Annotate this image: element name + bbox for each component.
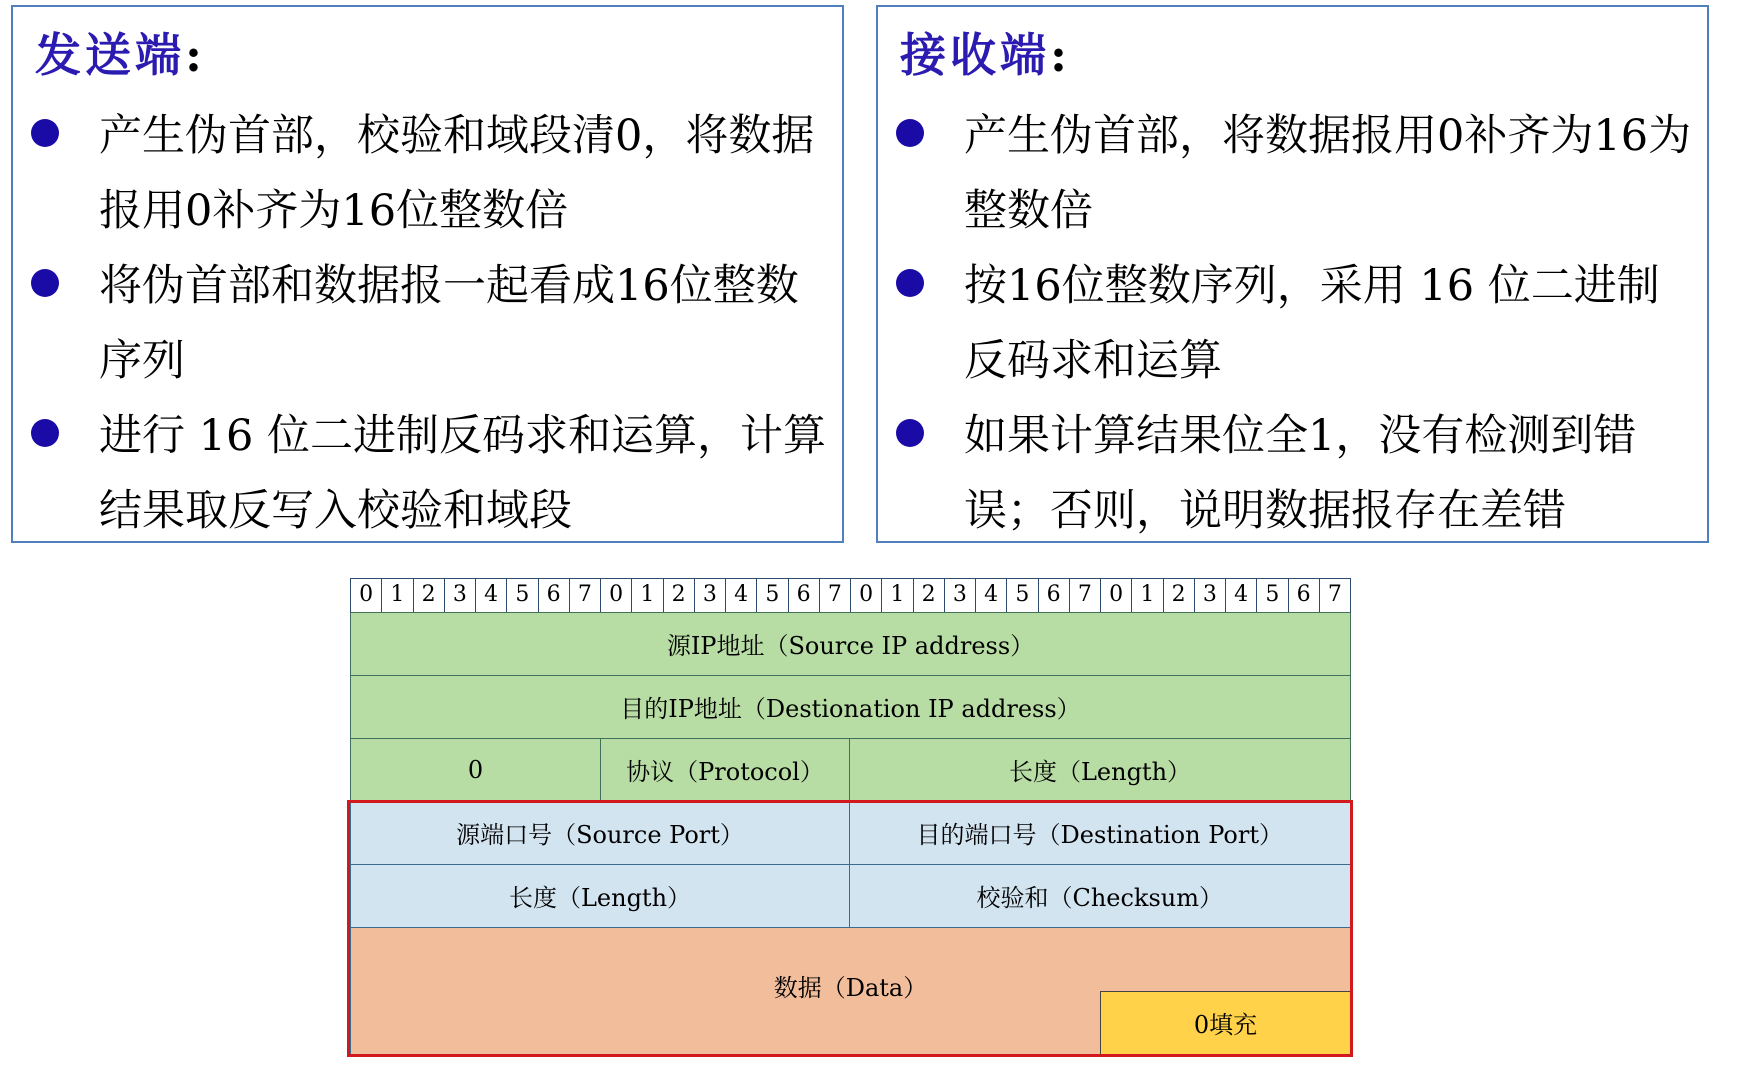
- bullet-icon: [896, 119, 924, 147]
- receiver-title-colon: :: [1050, 28, 1071, 82]
- receiver-bullet-list: [878, 99, 1707, 549]
- sender-bullet-text: 将伪首部和数据报一起看成16位整数序列: [99, 261, 799, 386]
- sender-bullet-text: 产生伪首部，校验和域段清0，将数据报用0补齐为16位整数倍: [99, 111, 815, 236]
- data-row: [350, 927, 1351, 1055]
- receiver-title-text: 接收端: [900, 28, 1050, 82]
- sender-bullet-text: 进行 16 位二进制反码求和运算，计算结果取反写入校验和域段: [99, 411, 827, 536]
- sender-bullet: [13, 99, 842, 249]
- protocol-field: 协议（Protocol）: [600, 738, 851, 803]
- bullet-icon: [31, 419, 59, 447]
- bit-index-cell: 3: [445, 579, 476, 612]
- receiver-bullet: [878, 99, 1707, 249]
- bit-index-cell: 2: [664, 579, 695, 612]
- udp-header-diagram: [350, 578, 1351, 1055]
- bit-index-cell: 5: [1257, 579, 1288, 612]
- pseudo-protocol-row: [350, 739, 1351, 802]
- sender-bullet: [13, 399, 842, 549]
- bit-index-cell: 0: [1101, 579, 1132, 612]
- bit-index-cell: 5: [757, 579, 788, 612]
- bit-index-cell: 2: [414, 579, 445, 612]
- bit-index-cell: 1: [632, 579, 663, 612]
- bit-ruler: [350, 578, 1351, 613]
- bit-index-cell: 5: [1007, 579, 1038, 612]
- bit-index-cell: 7: [820, 579, 851, 612]
- bit-index-cell: 6: [539, 579, 570, 612]
- pseudo-length-field: 长度（Length）: [849, 738, 1351, 803]
- sender-title-text: 发送端: [35, 28, 185, 82]
- bit-index-cell: 3: [1195, 579, 1226, 612]
- bullet-icon: [896, 419, 924, 447]
- bit-index-cell: 4: [976, 579, 1007, 612]
- sender-title-colon: :: [185, 28, 206, 82]
- ports-row: [350, 802, 1351, 865]
- sender-panel: [11, 5, 844, 543]
- dest-ip-field: 目的IP地址（Destionation IP address）: [350, 675, 1351, 740]
- length-checksum-row: [350, 865, 1351, 928]
- receiver-panel: [876, 5, 1709, 543]
- bullet-icon: [31, 119, 59, 147]
- bit-index-cell: 4: [1226, 579, 1257, 612]
- udp-length-field: 长度（Length）: [350, 864, 850, 929]
- bit-index-cell: 6: [1039, 579, 1070, 612]
- bullet-icon: [31, 269, 59, 297]
- bit-index-cell: 1: [382, 579, 413, 612]
- sender-title: [35, 19, 206, 85]
- sender-bullet-list: [13, 99, 842, 549]
- receiver-bullet-text: 产生伪首部，将数据报用0补齐为16为整数倍: [964, 111, 1692, 236]
- bit-index-cell: 4: [476, 579, 507, 612]
- bit-index-cell: 6: [789, 579, 820, 612]
- bit-index-cell: 1: [882, 579, 913, 612]
- bit-index-cell: 7: [1070, 579, 1101, 612]
- zero-field: 0: [350, 738, 601, 803]
- bit-index-cell: 0: [351, 579, 382, 612]
- bit-index-cell: 2: [914, 579, 945, 612]
- bit-index-cell: 5: [507, 579, 538, 612]
- bit-index-cell: 4: [726, 579, 757, 612]
- receiver-bullet: [878, 399, 1707, 549]
- bit-index-cell: 3: [945, 579, 976, 612]
- zero-padding-field: 0填充: [1100, 991, 1351, 1055]
- bit-index-cell: 1: [1132, 579, 1163, 612]
- source-ip-row: [350, 613, 1351, 676]
- receiver-bullet-text: 按16位整数序列，采用 16 位二进制反码求和运算: [964, 261, 1660, 386]
- receiver-bullet: [878, 249, 1707, 399]
- receiver-title: [900, 19, 1071, 85]
- data-field: 数据（Data）: [350, 927, 1351, 1055]
- source-port-field: 源端口号（Source Port）: [350, 801, 850, 866]
- bit-index-cell: 2: [1164, 579, 1195, 612]
- receiver-bullet-text: 如果计算结果位全1，没有检测到错误；否则，说明数据报存在差错: [964, 411, 1637, 536]
- checksum-field: 校验和（Checksum）: [849, 864, 1352, 929]
- bit-index-cell: 3: [695, 579, 726, 612]
- bit-index-cell: 0: [601, 579, 632, 612]
- bit-index-cell: 6: [1289, 579, 1320, 612]
- dest-ip-row: [350, 676, 1351, 739]
- source-ip-field: 源IP地址（Source IP address）: [350, 612, 1351, 677]
- bit-index-cell: 7: [1320, 579, 1351, 612]
- bit-index-cell: 0: [851, 579, 882, 612]
- bit-index-cell: 7: [570, 579, 601, 612]
- sender-bullet: [13, 249, 842, 399]
- dest-port-field: 目的端口号（Destination Port）: [849, 801, 1352, 866]
- bullet-icon: [896, 269, 924, 297]
